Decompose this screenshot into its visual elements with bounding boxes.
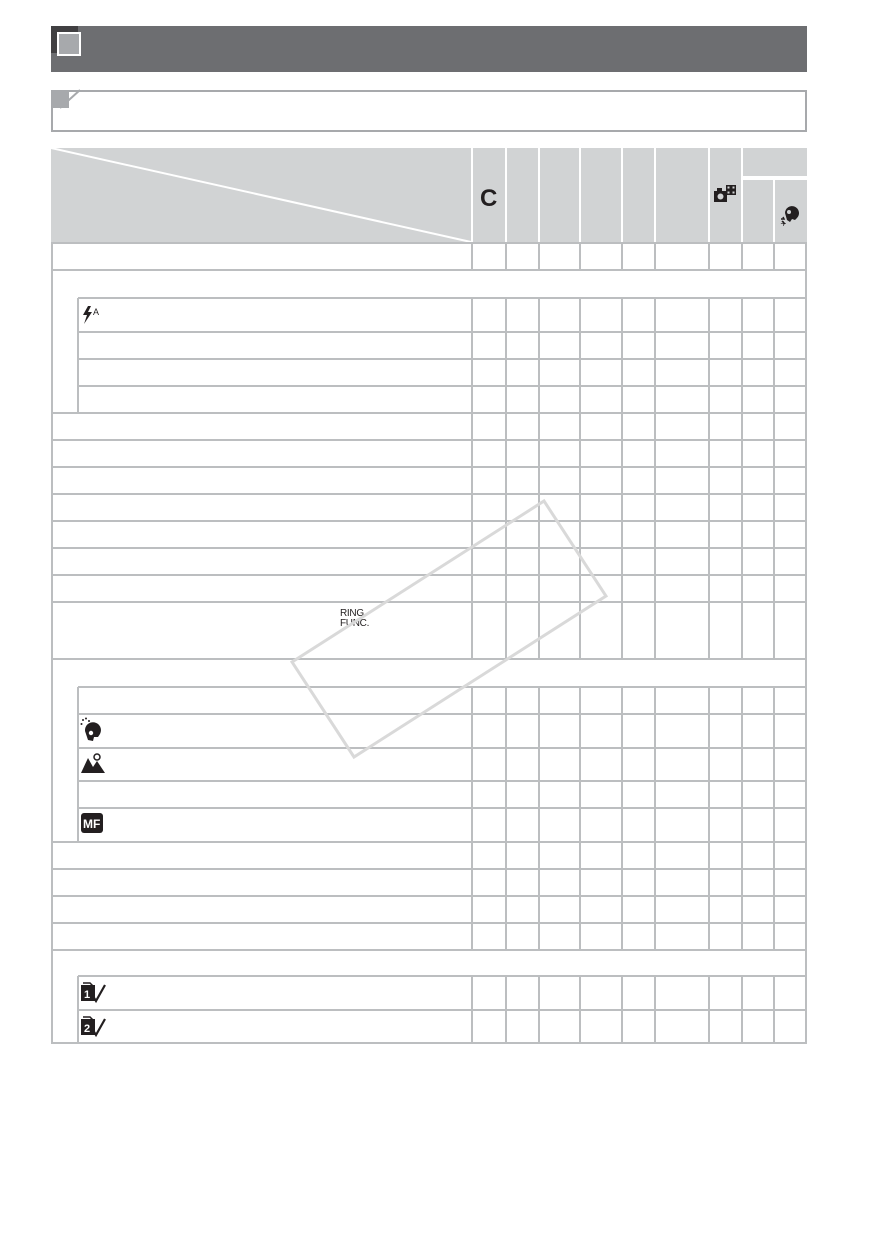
svg-text:1: 1 <box>84 989 91 1001</box>
svg-text:A: A <box>93 307 100 317</box>
check-mark-1-icon <box>80 982 106 1004</box>
landscape-icon <box>80 752 106 774</box>
section-title-bar <box>51 26 807 72</box>
portrait-scene-icon <box>80 717 106 743</box>
camera-movie-icon <box>712 184 738 204</box>
ring-func-label <box>340 609 369 629</box>
table-grid <box>51 148 807 1048</box>
svg-text:+: + <box>780 219 787 227</box>
subsection-title-bar <box>51 90 807 132</box>
auto-flash-icon <box>80 305 104 325</box>
subsection-slant <box>60 90 90 92</box>
manual-focus-icon <box>80 812 104 834</box>
ring-label-line1: RING <box>340 608 364 619</box>
portrait-flash-icon <box>779 203 803 227</box>
ring-label-line2: FUNC. <box>340 618 370 629</box>
check-mark-2-icon <box>80 1016 106 1038</box>
custom-mode-icon: C <box>480 185 498 212</box>
section-marker-light <box>57 32 81 56</box>
subsection-marker <box>51 90 69 108</box>
svg-text:MF: MF <box>83 817 101 831</box>
svg-text:2: 2 <box>84 1023 91 1035</box>
